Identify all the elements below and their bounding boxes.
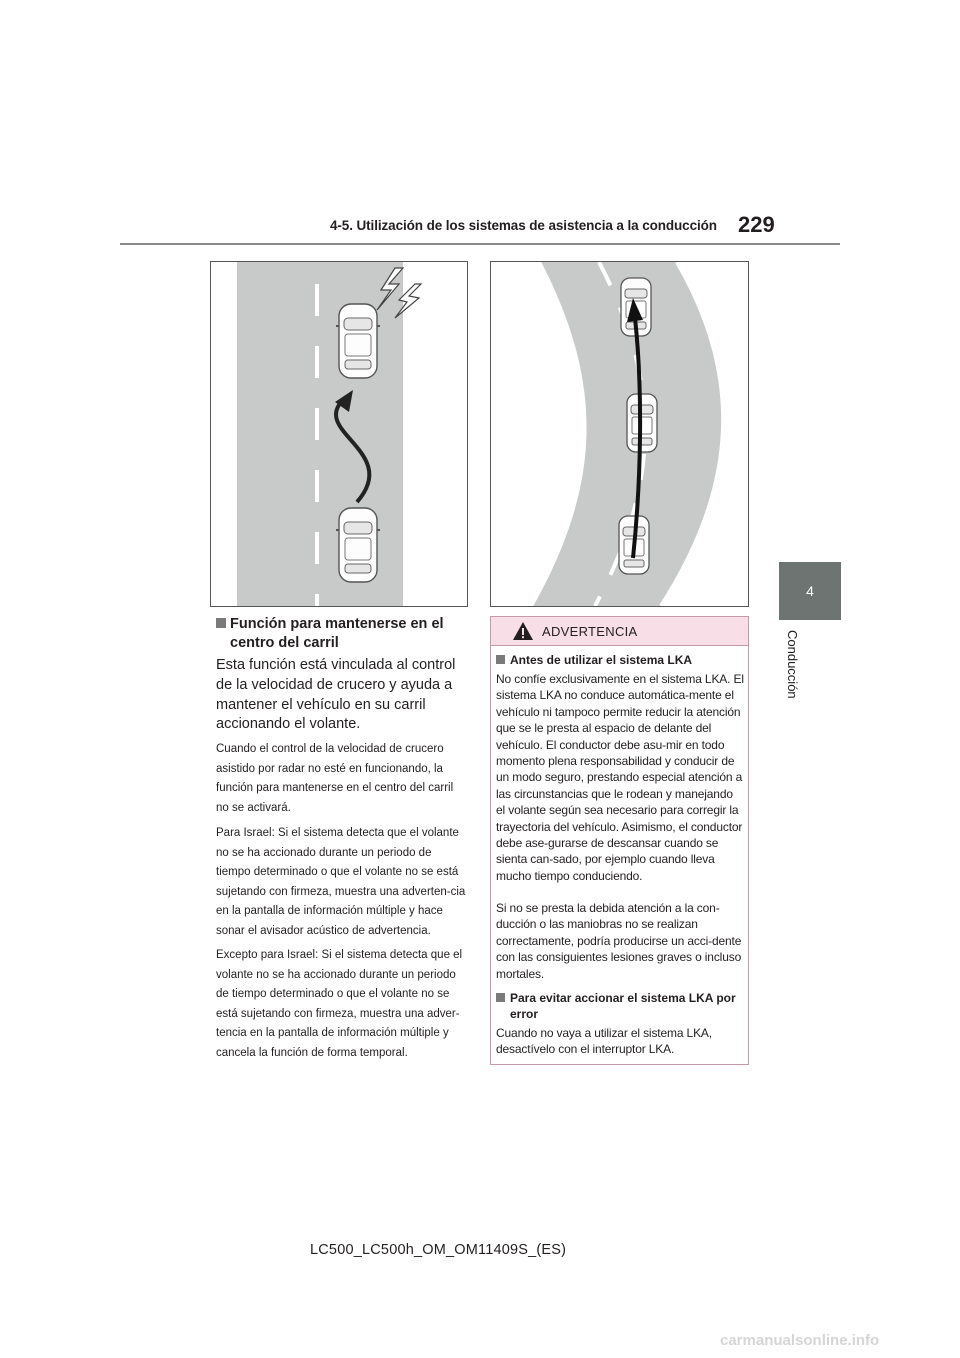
warning-item-2-text: Cuando no vaya a utilizar el sistema LKA, desactívelo con el interruptor LKA. [496, 1026, 712, 1057]
chapter-title-text: Conducción [785, 630, 800, 699]
page-number: 229 [738, 212, 775, 237]
road-surface [235, 262, 405, 606]
watermark: carmanualsonline.info [720, 1332, 880, 1349]
document-code: LC500_LC500h_OM_OM11409S_(ES) [310, 1242, 567, 1258]
warning-item-1-title: Antes de utilizar el sistema LKA [496, 652, 742, 668]
car-icon-top [336, 304, 380, 378]
chapter-title [784, 630, 802, 710]
warning-item-1-text: No confíe exclusivamente en el sistema LKA. El sistema LKA no conduce automática-mente el vehículo ni tampoco permite reducir la atención que se le presta al espacio de delante del vehículo. El conductor debe asu-mir en todo momento plena responsabilidad y conducir de un modo seguro, prestando especial atención a las circunstancias que le rodean y manejando el volante según sea necesario para corregir la trayectoria del vehículo. Asimismo, el conductor debe ase-gurarse de descansar cuando se sienta can-sado, por ejemplo cuando lleva mucho tiempo conduciendo. [496, 672, 744, 883]
feature-heading: Función para mantenerse en el centro del carril [216, 615, 476, 653]
feature-intro: Esta función está vinculada al control de la velocidad de crucero y ayuda a mantener el vehículo en su carril accionando el volante. [216, 657, 456, 733]
header-rule [120, 243, 840, 245]
feature-note-1: Cuando el control de la velocidad de crucero asistido por radar no esté en funcionando, la función para mantenerse en el centro del carril no se activará. [216, 743, 454, 814]
warning-triangle-icon [512, 621, 534, 641]
chapter-number: 4 [806, 583, 814, 599]
figure-lane-departure [210, 261, 468, 607]
square-bullet-icon [496, 993, 505, 1002]
chapter-tab [779, 562, 841, 620]
square-bullet-icon [216, 618, 226, 628]
warning-label: ADVERTENCIA [542, 624, 638, 639]
warning-item-2-title: Para evitar accionar el sistema LKA por error [496, 990, 742, 1022]
feature-note-2: Para Israel: Si el sistema detecta que el volante no se ha accionado durante un periodo de tiempo determinado o que el volante no se está sujetando con firmeza, muestra una adverten-cia en la pantalla de información múltiple y hace sonar el avisador acústico de advertencia. [216, 827, 466, 937]
square-bullet-icon [496, 655, 505, 664]
warning-item-1-text-2: Si no se presta la debida atención a la con-ducción o las maniobras no se realizan correctamente, podría producirse un acci-dente con las consiguientes lesiones graves o incluso mortales. [496, 901, 742, 981]
car-icon-bottom [336, 508, 380, 582]
figure-lane-centering [490, 261, 749, 607]
section-title: 4-5. Utilización de los sistemas de asistencia a la conducción [330, 218, 717, 233]
feature-note-3: Excepto para Israel: Si el sistema detecta que el volante no se ha accionado durante un periodo de tiempo determinado o que el volante no se está sujetando con firmeza, muestra una adver-tencia en la pantalla de información múltiple y cancela la función de forma temporal. [216, 949, 463, 1059]
